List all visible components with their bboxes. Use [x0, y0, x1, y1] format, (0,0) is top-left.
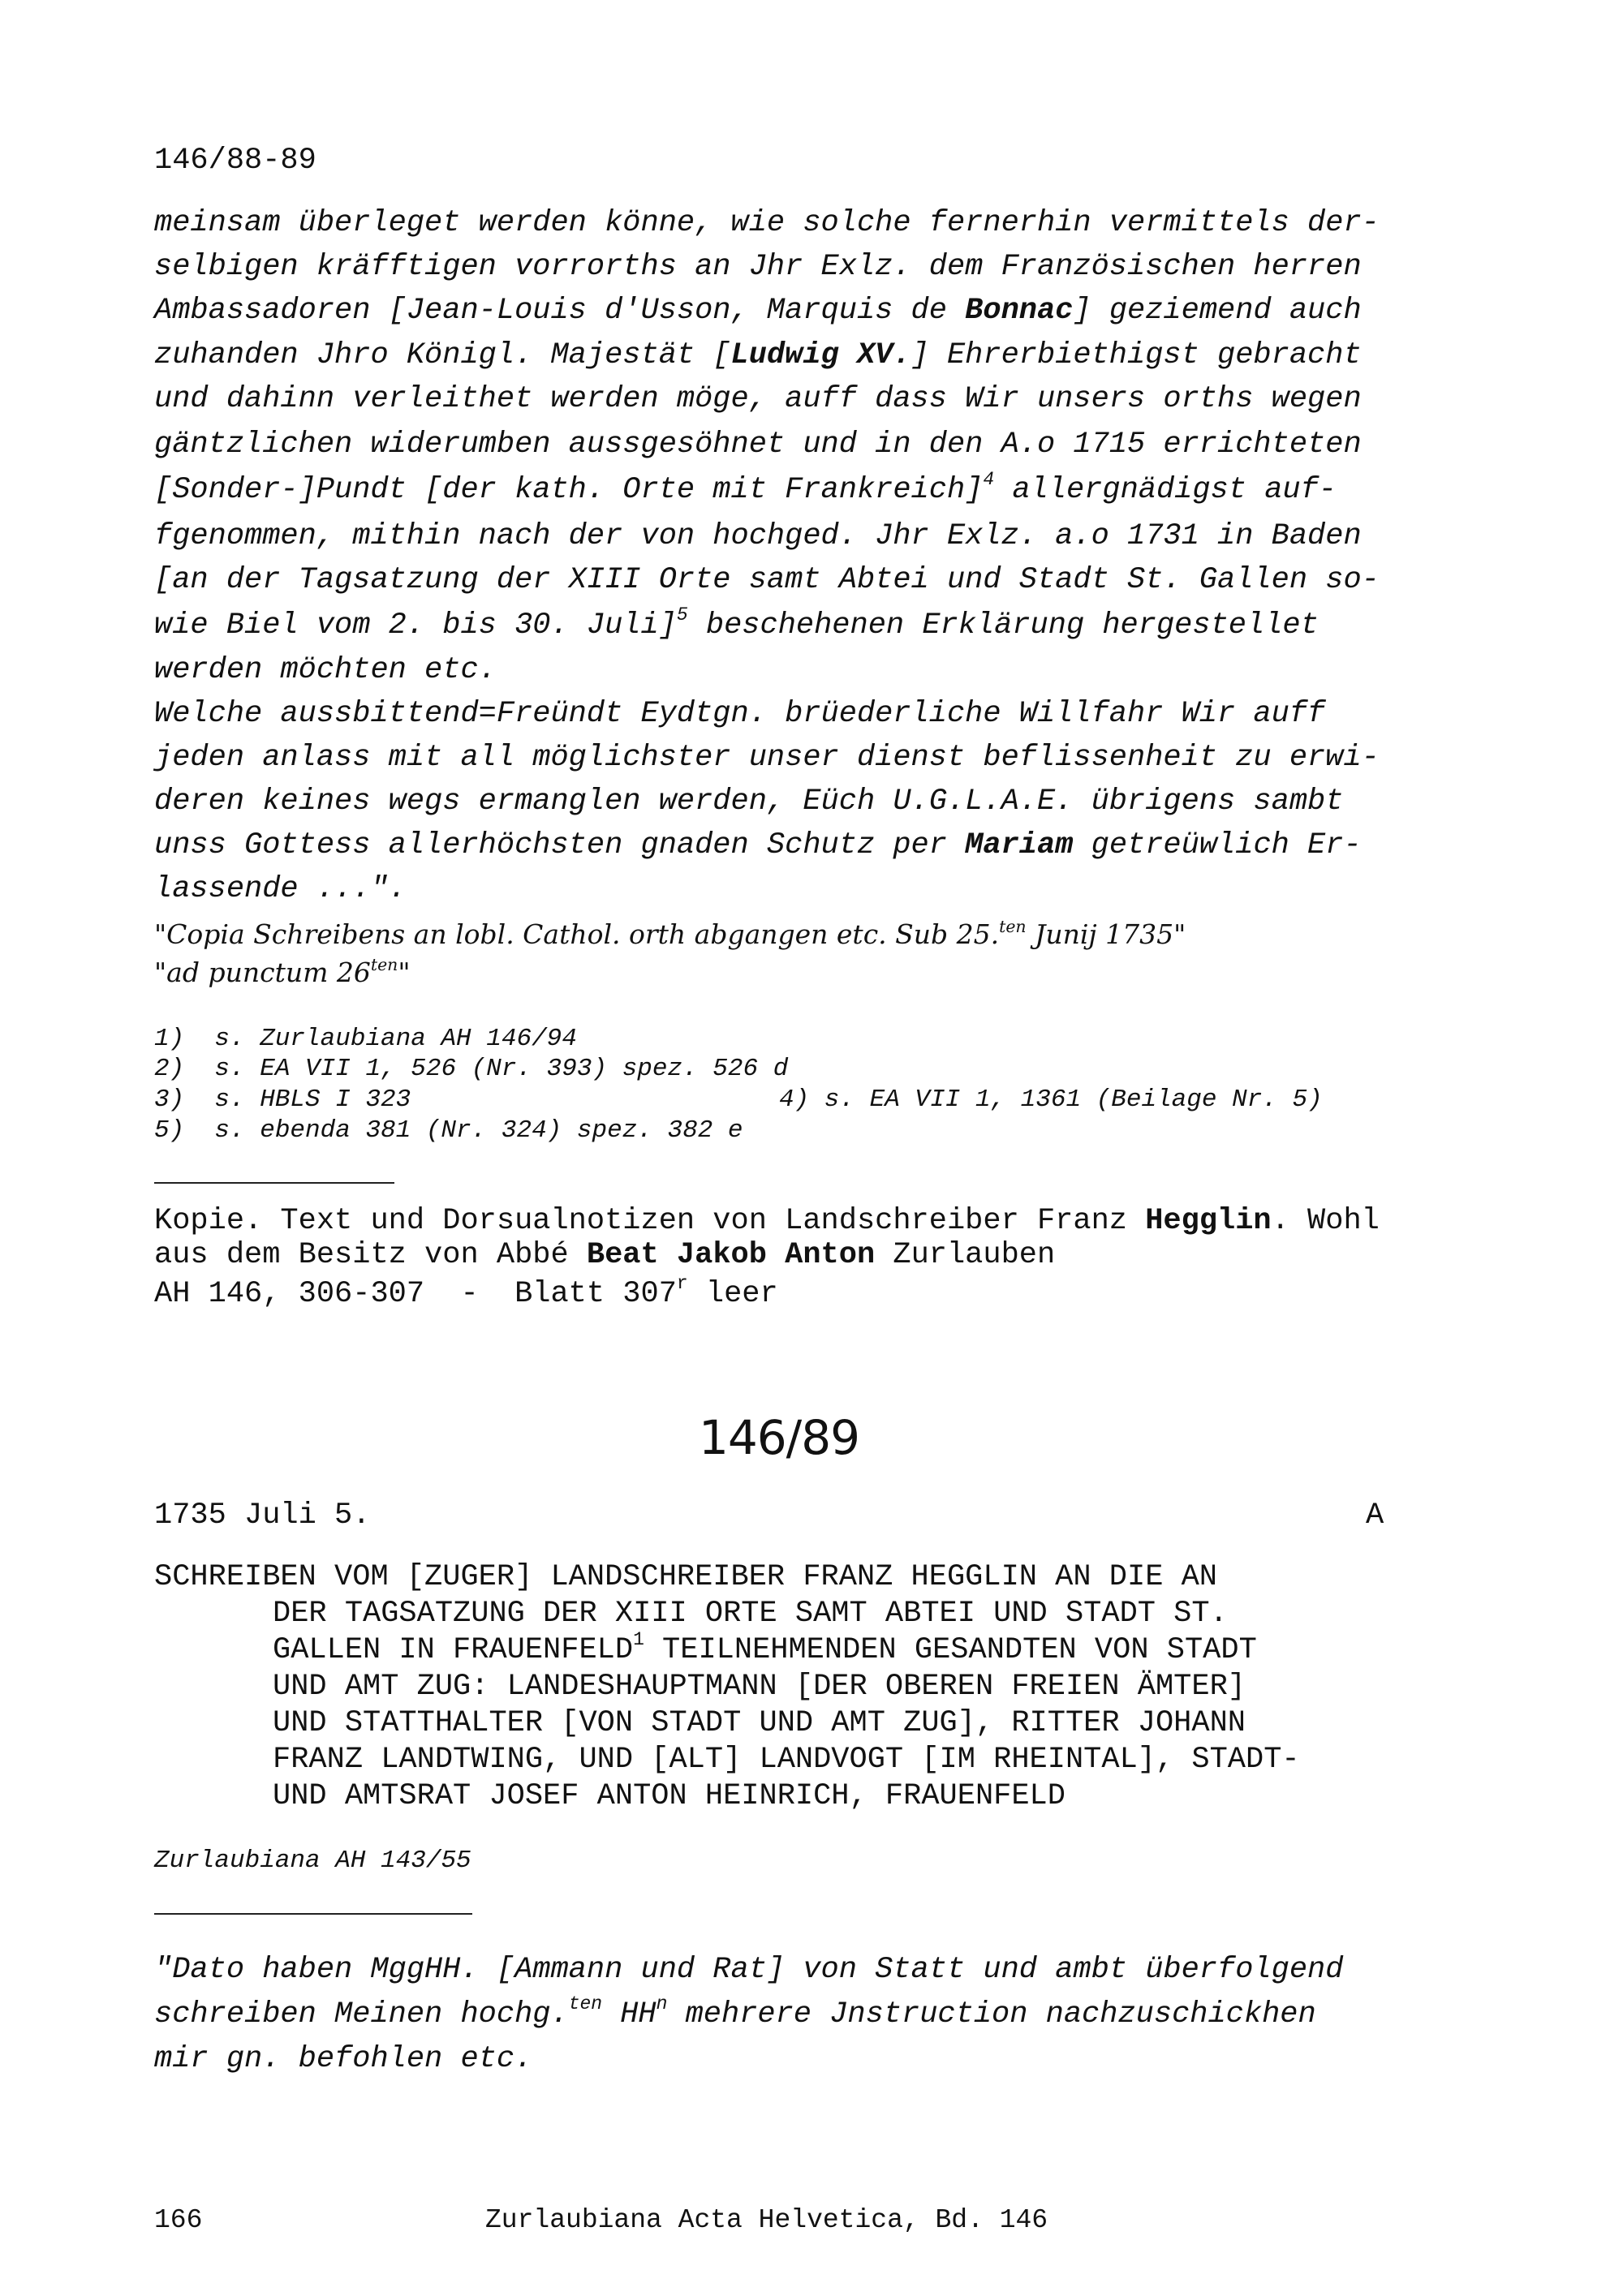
text-line: gäntzlichen widerumben aussgesöhnet und in den A.o 1715 errichteten	[154, 428, 1362, 462]
footnote: 3) s. HBLS I 323	[154, 1086, 411, 1114]
source-note: Kopie. Text und Dorsualnotizen von Landschreiber Franz Hegglin. Wohl	[154, 1204, 1380, 1238]
document-title-line: GALLEN IN FRAUENFELD$^1$ TEILNEHMENDEN GESANDTEN VON STADT	[273, 1629, 1257, 1667]
footnote: 4) s. EA VII 1, 1361 (Beilage Nr. 5)	[779, 1086, 1323, 1114]
handwritten-note: "ad punctum $26^{ten}$"	[154, 954, 411, 988]
text-line: wie Biel vom 2. bis 30. Juli]$^5$ beschehenen Erklärung hergestellet	[154, 604, 1319, 643]
text-line: [an der Tagsatzung der XIII Orte samt Abtei und Stadt St. Gallen so-	[154, 563, 1380, 597]
text-line: und dahinn verleithet werden möge, auff dass Wir unsers orths wegen	[154, 382, 1362, 416]
document-marker: A	[1366, 1498, 1384, 1533]
document-title-line: SCHREIBEN VOM [ZUGER] LANDSCHREIBER FRANZ HEGGLIN AN DIE AN	[154, 1560, 1218, 1594]
text-line: jeden anlass mit all möglichster unser dienst beflissenheit zu erwi-	[154, 741, 1380, 775]
document-title-line: UND STATTHALTER [VON STADT UND AMT ZUG], RITTER JOHANN	[273, 1706, 1246, 1740]
document-reference: Zurlaubiana AH 143/55	[154, 1847, 471, 1875]
text-line: Ambassadoren [Jean-Louis d'Usson, Marquis de Bonnac] geziemend auch	[154, 294, 1362, 328]
document-title-line: FRANZ LANDTWING, UND [ALT] LANDVOGT [IM RHEINTAL], STADT-	[273, 1743, 1300, 1777]
document-title-line: UND AMT ZUG: LANDESHAUPTMANN [DER OBEREN FREIEN ÄMTER]	[273, 1670, 1246, 1704]
body-line: mir gn. befohlen etc.	[154, 2042, 533, 2076]
text-line: selbigen kräfftigen vorrorths an Jhr Exlz. dem Französischen herren	[154, 250, 1362, 284]
document-number: 146/89	[698, 1410, 860, 1465]
text-line: meinsam überleget werden könne, wie solche fernerhin vermittels der-	[154, 206, 1380, 240]
document-date: 1735 Juli 5.	[154, 1498, 371, 1533]
text-line: werden möchten etc.	[154, 653, 497, 687]
header-ref: 146/88-89	[154, 144, 316, 178]
text-line: fgenommen, mithin nach der von hochged. Jhr Exlz. a.o 1731 in Baden	[154, 519, 1362, 553]
document-title-line: UND AMTSRAT JOSEF ANTON HEINRICH, FRAUENFELD	[273, 1779, 1065, 1813]
text-line: unss Gottess allerhöchsten gnaden Schutz per Mariam getreüwlich Er-	[154, 828, 1362, 862]
text-line: deren keines wegs ermanglen werden, Eüch U.G.L.A.E. übrigens sambt	[154, 785, 1344, 819]
source-note: aus dem Besitz von Abbé Beat Jakob Anton Zurlauben	[154, 1238, 1056, 1272]
series-title: Zurlaubiana Acta Helvetica, Bd. 146	[485, 2205, 1048, 2235]
text-line: zuhanden Jhro Königl. Majestät [Ludwig XV.] Ehrerbiethigst gebracht	[154, 338, 1362, 372]
divider	[154, 1913, 472, 1915]
footnote: 2) s. EA VII 1, 526 (Nr. 393) spez. 526 d	[154, 1055, 789, 1083]
body-line: "Dato haben MggHH. [Ammann und Rat] von Statt und ambt überfolgend	[154, 1953, 1344, 1987]
document-title-line: DER TAGSATZUNG DER XIII ORTE SAMT ABTEI UND STADT ST.	[273, 1597, 1228, 1631]
body-line: schreiben Meinen hochg.$^{ten}$ $HH^n$ mehrere Jnstruction nachzuschickhen	[154, 1993, 1316, 2032]
text-line: lassende ...".	[154, 872, 407, 906]
handwritten-note: "Copia Schreibens an lobl. Cathol. orth abgangen etc. Sub 25.$^{ten}$ Junij 1735"	[154, 916, 1186, 950]
page-number: 166	[154, 2205, 203, 2235]
footnote: 5) s. ebenda 381 (Nr. 324) spez. 382 e	[154, 1116, 743, 1145]
footnote: 1) s. Zurlaubiana AH 146/94	[154, 1025, 577, 1053]
text-line: [Sonder-]Pundt [der kath. Orte mit Frankreich]$^4$ allergnädigst auf-	[154, 469, 1337, 507]
text-line: Welche aussbittend=Freündt Eydtgn. brüederliche Willfahr Wir auff	[154, 697, 1326, 731]
divider	[154, 1182, 394, 1184]
source-note: AH 146, 306-307 - Blatt 307$^r$ leer	[154, 1273, 778, 1311]
